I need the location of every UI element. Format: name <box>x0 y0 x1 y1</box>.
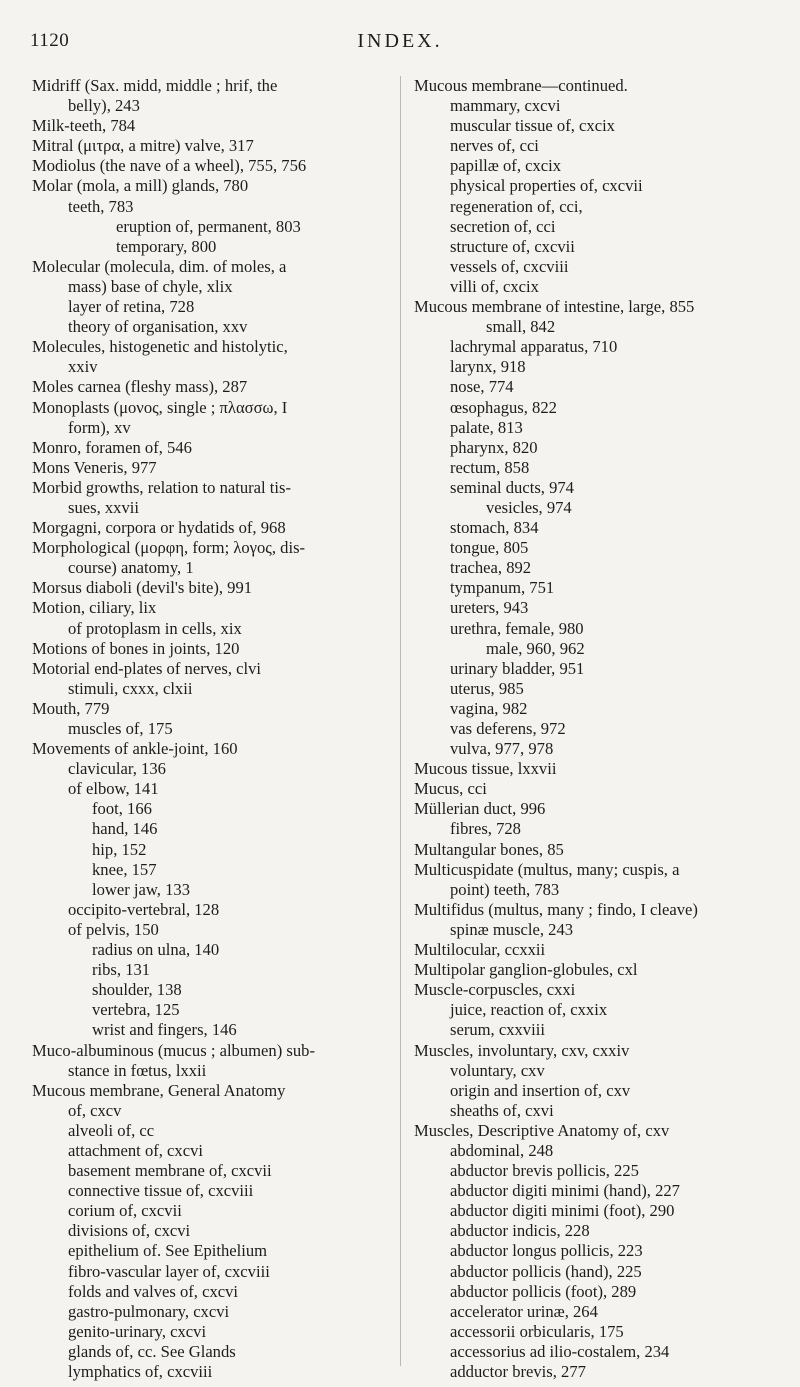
index-entry: fibres, 728 <box>450 819 521 839</box>
index-entry: mass) base of chyle, xlix <box>68 276 233 296</box>
index-entry: form), xv <box>68 417 131 437</box>
right-index-column <box>414 76 786 1382</box>
index-entry: stimuli, cxxx, clxii <box>68 678 193 698</box>
index-entry: Movements of ankle-joint, 160 <box>32 739 238 759</box>
index-entry: foot, 166 <box>92 799 152 819</box>
index-entry: origin and insertion of, cxv <box>450 1080 631 1100</box>
index-entry: divisions of, cxcvi <box>68 1221 191 1241</box>
index-entry: gastro-pulmonary, cxcvi <box>68 1301 230 1321</box>
index-entry: physical properties of, cxcvii <box>450 176 643 196</box>
page-number: 1120 <box>30 30 70 51</box>
index-entry: course) anatomy, 1 <box>68 558 194 578</box>
index-entry: Mucous membrane, General Anatomy <box>32 1080 286 1100</box>
index-entry: serum, cxxviii <box>450 1020 545 1040</box>
index-entry: vagina, 982 <box>450 698 528 718</box>
index-entry: wrist and fingers, 146 <box>92 1020 237 1040</box>
index-entry: male, 960, 962 <box>486 638 585 658</box>
index-entry: Midriff (Sax. midd, middle ; hrif, the <box>32 76 278 95</box>
index-entry: lower jaw, 133 <box>92 879 190 899</box>
index-entry: accessorii orbicularis, 175 <box>450 1321 624 1341</box>
index-entry: occipito-vertebral, 128 <box>68 899 220 919</box>
index-entry: ureters, 943 <box>450 598 529 618</box>
index-entry: Multifidus (multus, many ; findo, I cleave) <box>414 899 698 919</box>
index-entry: epithelium of. See Epithelium <box>68 1241 268 1261</box>
index-entry: vulva, 977, 978 <box>450 739 554 759</box>
index-entry: secretion of, cci <box>450 216 556 236</box>
index-entry: xxiv <box>68 357 98 377</box>
index-entry: Multangular bones, 85 <box>414 839 564 859</box>
index-entry: accelerator urinæ, 264 <box>450 1301 598 1321</box>
index-entry: abductor digiti minimi (hand), 227 <box>450 1181 680 1201</box>
index-entry: mammary, cxcvi <box>450 96 561 116</box>
index-entry: of elbow, 141 <box>68 779 159 799</box>
index-entry: tympanum, 751 <box>450 578 555 598</box>
index-entry: alveoli of, cc <box>68 1120 155 1140</box>
index-entry: Molar (mola, a mill) glands, 780 <box>32 176 249 196</box>
index-entry: corium of, cxcvii <box>68 1201 182 1221</box>
index-entry: trachea, 892 <box>450 558 532 578</box>
index-entry: theory of organisation, xxv <box>68 317 248 337</box>
index-entry: Moles carnea (fleshy mass), 287 <box>32 377 248 397</box>
index-entry: vesicles, 974 <box>486 497 572 517</box>
index-entry: seminal ducts, 974 <box>450 477 574 497</box>
index-entry: Molecules, histogenetic and histolytic, <box>32 337 288 357</box>
index-entry: Morphological (μορφη, form; λογος, dis- <box>32 538 306 558</box>
index-entry: of pelvis, 150 <box>68 919 159 939</box>
index-entry: small, 842 <box>486 317 556 337</box>
index-entry: nose, 774 <box>450 377 514 397</box>
index-entry: juice, reaction of, cxxix <box>450 1000 608 1020</box>
index-entry: villi of, cxcix <box>450 276 539 296</box>
index-entry: attachment of, cxcvi <box>68 1140 203 1160</box>
index-entry: teeth, 783 <box>68 196 134 216</box>
index-entry: abductor pollicis (hand), 225 <box>450 1261 642 1281</box>
index-entry: œsophagus, 822 <box>450 397 557 417</box>
index-entry: point) teeth, 783 <box>450 879 560 899</box>
index-entry: Motion, ciliary, lix <box>32 598 157 618</box>
index-entry: urinary bladder, 951 <box>450 658 585 678</box>
index-entry: muscles of, 175 <box>68 719 173 738</box>
index-entry: palate, 813 <box>450 417 523 437</box>
index-entry: basement membrane of, cxcvii <box>68 1161 272 1181</box>
index-entry: Multicuspidate (multus, many; cuspis, a <box>414 859 680 879</box>
index-entry: stance in fœtus, lxxii <box>68 1060 207 1080</box>
index-entry: Mucous membrane—continued. <box>414 76 628 95</box>
index-entry: layer of retina, 728 <box>68 297 195 317</box>
index-entry: glands of, cc. See Glands <box>68 1341 236 1361</box>
index-entry: Mons Veneris, 977 <box>32 457 157 477</box>
index-entry: vas deferens, 972 <box>450 719 566 738</box>
index-entry: adductor brevis, 277 <box>450 1362 586 1381</box>
index-entry: Monoplasts (μονος, single ; πλασσω, I <box>32 397 288 417</box>
index-entry: belly), 243 <box>68 96 140 116</box>
index-entry: nerves of, cci <box>450 136 539 156</box>
index-entry: abductor indicis, 228 <box>450 1221 590 1241</box>
index-entry: lachrymal apparatus, 710 <box>450 337 618 357</box>
index-entry: vessels of, cxcviii <box>450 256 569 276</box>
page-title: INDEX. <box>357 30 443 52</box>
index-entry: tongue, 805 <box>450 538 529 558</box>
left-index-column <box>32 76 394 1382</box>
index-entry: spinæ muscle, 243 <box>450 919 574 939</box>
index-entry: Motions of bones in joints, 120 <box>32 638 240 658</box>
index-entry: of protoplasm in cells, xix <box>68 618 242 638</box>
index-entry: Motorial end-plates of nerves, clvi <box>32 658 262 678</box>
page-header <box>0 30 800 62</box>
index-entry: Mucous membrane of intestine, large, 855 <box>414 297 695 317</box>
index-entry: genito-urinary, cxcvi <box>68 1321 207 1341</box>
index-entry: abductor digiti minimi (foot), 290 <box>450 1201 675 1221</box>
index-entry: vertebra, 125 <box>92 1000 180 1020</box>
index-entry: regeneration of, cci, <box>450 196 583 216</box>
index-entry: Müllerian duct, 996 <box>414 799 546 819</box>
index-entry: Molecular (molecula, dim. of moles, a <box>32 256 287 276</box>
index-entry: Morgagni, corpora or hydatids of, 968 <box>32 518 286 538</box>
index-entry: shoulder, 138 <box>92 980 182 1000</box>
index-entry: Monro, foramen of, 546 <box>32 437 192 457</box>
index-entry: structure of, cxcvii <box>450 236 575 256</box>
index-entry: folds and valves of, cxcvi <box>68 1281 239 1301</box>
index-entry: abductor pollicis (foot), 289 <box>450 1281 637 1301</box>
index-entry: Mouth, 779 <box>32 698 110 718</box>
index-entry: Milk-teeth, 784 <box>32 116 136 136</box>
index-entry: fibro-vascular layer of, cxcviii <box>68 1261 270 1281</box>
index-entry: eruption of, permanent, 803 <box>116 216 301 236</box>
index-entry: rectum, 858 <box>450 457 530 477</box>
index-entry: radius on ulna, 140 <box>92 940 220 960</box>
index-entry: muscular tissue of, cxcix <box>450 116 615 136</box>
index-entry: Muco-albuminous (mucus ; albumen) sub- <box>32 1040 315 1060</box>
index-entry: clavicular, 136 <box>68 759 166 779</box>
index-entry: hip, 152 <box>92 839 147 859</box>
index-entry: stomach, 834 <box>450 518 539 538</box>
index-entry: Muscles, Descriptive Anatomy of, cxv <box>414 1120 670 1140</box>
index-entry: uterus, 985 <box>450 678 524 698</box>
index-entry: sheaths of, cxvi <box>450 1100 554 1120</box>
index-entry: Mitral (μιτρα, a mitre) valve, 317 <box>32 136 254 156</box>
index-entry: abductor brevis pollicis, 225 <box>450 1161 639 1181</box>
index-entry: abductor longus pollicis, 223 <box>450 1241 643 1261</box>
index-entry: Mucus, cci <box>414 779 487 799</box>
index-entry: lymphatics of, cxcviii <box>68 1362 213 1381</box>
index-entry: connective tissue of, cxcviii <box>68 1181 254 1201</box>
index-entry: papillæ of, cxcix <box>450 156 562 176</box>
index-entry: Morbid growths, relation to natural tis- <box>32 477 292 497</box>
index-entry: pharynx, 820 <box>450 437 538 457</box>
index-entry: Multipolar ganglion-globules, cxl <box>414 960 638 980</box>
index-entry: accessorius ad ilio-costalem, 234 <box>450 1341 670 1361</box>
index-entry: ribs, 131 <box>92 960 151 980</box>
index-entry: Muscles, involuntary, cxv, cxxiv <box>414 1040 630 1060</box>
index-entry: temporary, 800 <box>116 236 217 256</box>
index-entry: sues, xxvii <box>68 497 139 517</box>
index-entry: abdominal, 248 <box>450 1140 554 1160</box>
index-entry: larynx, 918 <box>450 357 526 377</box>
index-entry: Morsus diaboli (devil's bite), 991 <box>32 578 253 598</box>
index-entry: hand, 146 <box>92 819 158 839</box>
index-entry: voluntary, cxv <box>450 1060 545 1080</box>
index-entry: knee, 157 <box>92 859 157 879</box>
column-divider <box>400 76 401 1366</box>
index-entry: urethra, female, 980 <box>450 618 584 638</box>
index-entry: Multilocular, ccxxii <box>414 940 546 960</box>
index-entry: Modiolus (the nave of a wheel), 755, 756 <box>32 156 307 176</box>
index-entry: Mucous tissue, lxxvii <box>414 759 557 779</box>
index-entry: Muscle-corpuscles, cxxi <box>414 980 576 1000</box>
index-entry: of, cxcv <box>68 1100 122 1120</box>
